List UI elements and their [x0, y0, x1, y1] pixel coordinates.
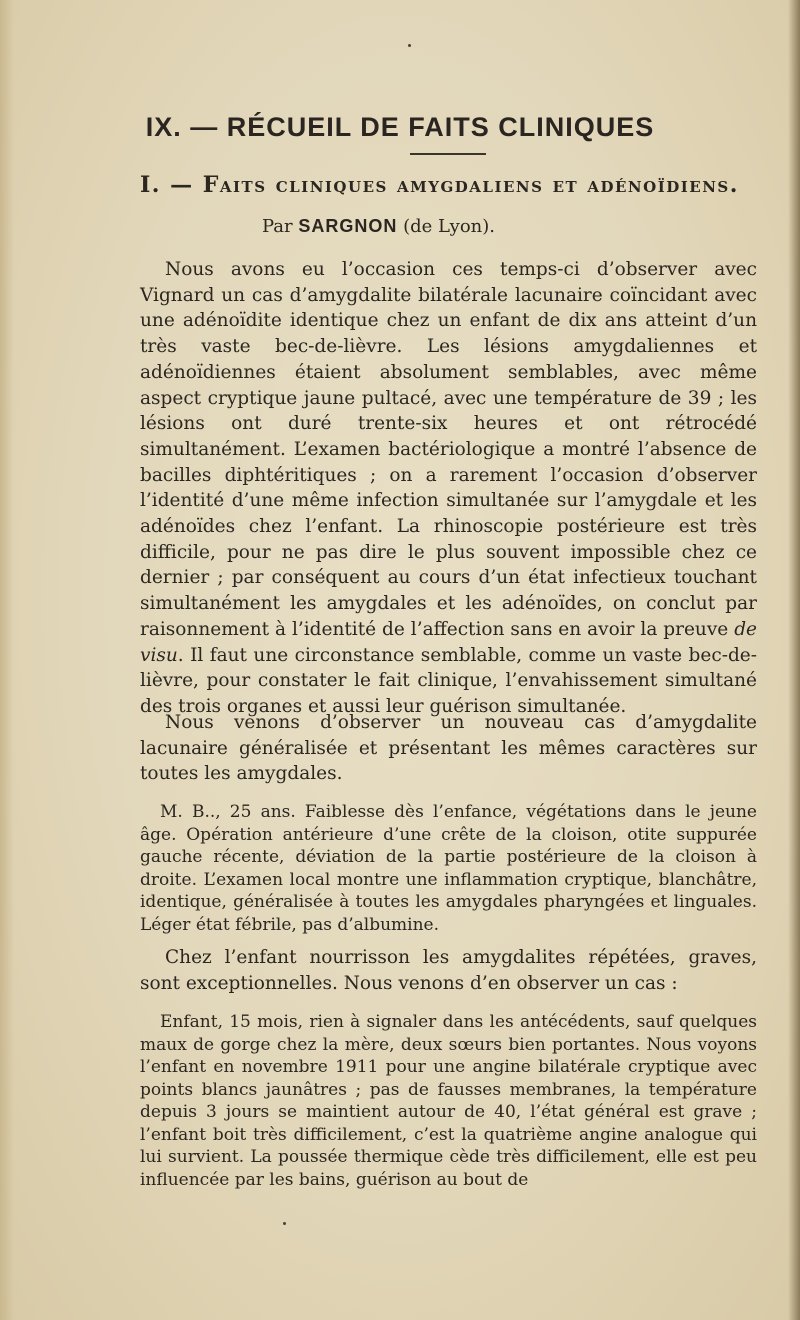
paragraph-infant: Chez l’enfant nourrisson les amygdalites répétées, graves, sont exceptionnelles. Nous venons d’en observer un cas : [140, 947, 757, 994]
title-rule [410, 153, 486, 155]
paper-speck [408, 44, 411, 47]
page-edge-right [788, 0, 800, 1320]
case-report-mb: M. B.., 25 ans. Faiblesse dès l’enfance, végétations dans le jeune âge. Opération antérieure d’une crête de la cloison, otite suppurée gauche récente, déviation de la partie postérieure de la cloison à droite. L’examen local montre une inflammation cryptique, blanchâtre, identique, généralisée à toutes les amygdales pharyngées et linguales. Léger état fébrile, pas d’albumine. [140, 802, 757, 935]
de-visu-italic: de visu [140, 618, 757, 666]
paragraph-intro-text: Nous avons eu l’occasion ces temps-ci d’observer avec Vignard un cas d’amygdalite bilatérale lacunaire coïncidant avec une adénoïdite identique chez un enfant de dix ans atteint d’un très vaste bec-de-lièvre. Les lésions amygdaliennes et adénoïdiennes étaient absolument semblables, avec même aspect cryptique jaune pultacé, avec une température de 39 ; les lésions ont duré trente-six heures et ont rétrocédé simultanément. L’examen bactériologique a montré l’absence de bacilles diphtéritiques ; on a rarement l’occasion d’observer l’identité d’une même infection simultanée sur l’amygdale et les adénoïdes chez l’enfant. La rhinoscopie postérieure est très difficile, pour ne pas dire le plus souvent impossible chez ce dernier ; par conséquent au cours d’un état infectieux touchant simultanément les amygdales et les adénoïdes, on conclut par raisonnement à l’identité de l’affection sans en avoir la preuve [140, 259, 757, 640]
section-title: I. — Faits cliniques amygdaliens et adénoïdiens. [140, 172, 739, 198]
byline-suffix: (de Lyon). [403, 216, 496, 237]
byline-prefix: Par [262, 216, 293, 237]
paragraph-new-case: Nous venons d’observer un nouveau cas d’amygdalite lacunaire généralisée et présentant les mêmes caractères sur toutes les amygdales. [140, 712, 757, 785]
paragraph-intro-continuation: . Il faut une circonstance semblable, comme un vaste bec-de-lièvre, pour constater le fait clinique, l’envahissement simultané des trois organes et aussi leur guérison simultanée. [140, 644, 757, 717]
paper-speck [283, 1222, 286, 1225]
byline [262, 216, 495, 237]
paragraph-intro [140, 257, 757, 720]
page-edge-left [0, 0, 14, 1320]
case-report-infant: Enfant, 15 mois, rien à signaler dans les antécédents, sauf quelques maux de gorge chez la mère, deux sœurs bien portantes. Nous voyons l’enfant en novembre 1911 pour une angine bilatérale cryptique avec points blancs jaunâtres ; pas de fausses membranes, la température depuis 3 jours se maintient autour de 40, l’état général est grave ; l’enfant boit très difficilement, c’est la quatrième angine analogue qui lui survient. La poussée thermique cède très difficilement, elle est peu influencée par les bains, guérison au bout de [140, 1012, 757, 1190]
chapter-title: IX. — RÉCUEIL DE FAITS CLINIQUES [145, 112, 655, 142]
author-name: SARGNON [298, 216, 398, 236]
